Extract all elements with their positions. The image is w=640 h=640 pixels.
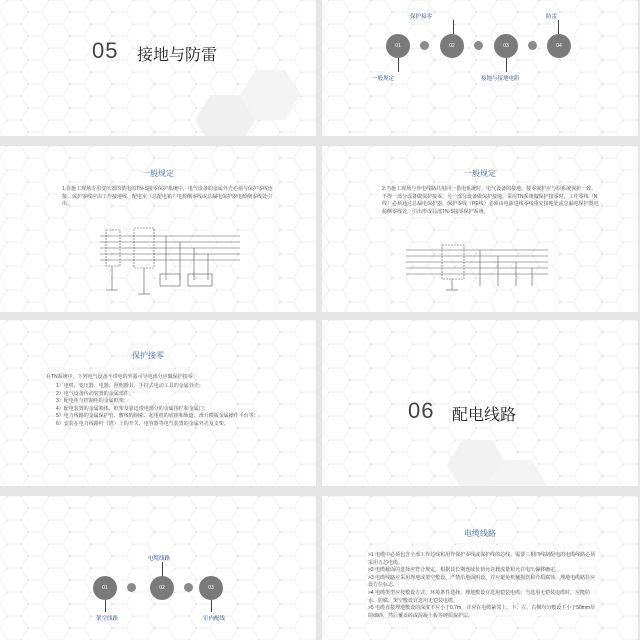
slide-overview-05[interactable] xyxy=(322,0,638,136)
connector-line xyxy=(105,600,106,612)
connector-line xyxy=(211,600,212,612)
section-number: 05 xyxy=(92,38,119,63)
hex-background xyxy=(0,496,316,640)
connector-line xyxy=(398,58,399,72)
list-item: >5 电缆直接埋地敷设的深度不应小于0.7m，并应在电缆紧邻上、下、左、右侧均匀敷设不小于50mm厚的细砂，然后覆盖砖或混凝土板等硬质保护层。 xyxy=(368,605,596,619)
list-item: 4）配电装置的金属箱体、框架及靠近带电部分的金属围栏和金属门； xyxy=(56,405,209,412)
separator-dot xyxy=(184,583,193,592)
bottom-label-2: 接地与接地电阻 xyxy=(481,76,520,82)
list-item: 1）电机、变压器、电器、照明器具、手持式电动工具的金属外壳； xyxy=(56,383,204,389)
top-label-1: 保护接零 xyxy=(410,14,433,20)
top-label-2: 防雷 xyxy=(546,14,558,20)
list-item: >2 电缆截面的选择应符合规定，根据其长期连续负荷允许载流量和允许电压偏移确定。 xyxy=(368,567,561,574)
slide-section-05[interactable] xyxy=(0,0,316,136)
connector-line xyxy=(453,20,454,34)
rule-text: 2.当施工现场与外电线路共用同一供电系统时，电气设备的接地、接零保护应与原系统保护一致。不得一部分设备做保护接零，另一部分设备做保护接地。采用TN系统做保护接零时，工作零线（N线）必须通过总漏电保护器，保护零线（PE线）必须由电源进线零线重复接地处或总漏电保护器电源侧零线处，引出形成局部TN-S接零保护系统。 xyxy=(382,186,599,215)
list-item: 3）配电柜与控制柜的金属框架； xyxy=(56,398,129,405)
nav-circle-3[interactable]: 03 xyxy=(494,34,518,58)
cable-rules-list xyxy=(368,552,600,620)
intro-text: 在TN系统中，下列电气设备不带电的外露可导电部分应做保护接零： xyxy=(46,374,198,380)
circuit-diagram xyxy=(402,242,552,296)
section-title: 接地与防雷 xyxy=(137,47,218,64)
slide-overview-06[interactable] xyxy=(0,496,316,640)
hex-background xyxy=(322,0,638,136)
slide-title: 一般规定 xyxy=(464,169,496,178)
slide-title: 电缆线路 xyxy=(464,529,496,538)
nav-circle-2[interactable]: 02 xyxy=(150,576,174,600)
separator-dot xyxy=(474,41,483,50)
nav-circle-4[interactable]: 04 xyxy=(547,34,571,58)
bottom-label-1: 一般规定 xyxy=(372,76,395,82)
separator-dot xyxy=(420,41,429,50)
list-item: 5）电力线路的金属保护管、敷线的钢索、起重机的底座和轨道、滑升模板金属操作平台等； xyxy=(56,413,259,420)
hex-background xyxy=(0,0,316,136)
bottom-label-2: 室内配线 xyxy=(203,616,226,622)
list-item: 2）电气设备传动装置的金属部件； xyxy=(56,390,134,397)
slide-general-rule-2[interactable] xyxy=(322,146,638,312)
top-label-1: 电缆线路 xyxy=(148,556,171,562)
list-item: >3 电缆线路应采用埋地或架空敷设，严禁沿地面明设，并应避免机械损伤和介质腐蚀。埋地电缆路径应设方位标志。 xyxy=(368,574,596,589)
slide-section-06[interactable] xyxy=(322,320,638,486)
nav-circle-1[interactable]: 01 xyxy=(386,34,410,58)
section-number: 06 xyxy=(408,398,435,423)
slide-protective-zeroing[interactable] xyxy=(0,320,316,486)
connector-line xyxy=(506,58,507,72)
slide-cable-lines[interactable] xyxy=(322,496,638,640)
bottom-label-1: 架空线路 xyxy=(96,616,119,622)
slide-general-rule-1[interactable] xyxy=(0,146,316,312)
list-item: >4 电缆类型应按敷设方式、环境条件选择。埋地敷设宜选用铠装电缆；当选用无铠装电缆时，应能防水、防腐。架空敷设宜选用无铠装电缆。 xyxy=(368,589,591,604)
nav-circle-3[interactable]: 03 xyxy=(199,576,223,600)
nav-circle-1[interactable]: 01 xyxy=(93,576,117,600)
zeroing-list xyxy=(56,383,306,429)
slide-title: 一般规定 xyxy=(142,169,174,178)
connector-line xyxy=(558,20,559,34)
list-item: >1 电缆中必须包含全部工作芯线和用作保护零线或保护线的芯线。需要三相四线制配电的电缆线路必须采用五芯电缆。 xyxy=(368,552,596,566)
nav-circle-2[interactable]: 02 xyxy=(440,34,464,58)
connector-line xyxy=(162,562,163,576)
list-item: 6）安装在电力线路杆（塔）上的开关、电容器等电气装置的金属外壳及支架。 xyxy=(56,420,229,427)
separator-dot xyxy=(528,41,537,50)
rule-text: 1.在施工现场专用变压器的供电的TN-S接零保护系统中，电气设备的金属外壳必须与保护零线连接。保护零线应由工作接地线、配电室（总配电箱）电源侧零线或总漏电保护器电源侧零线处引出。 xyxy=(62,186,273,208)
slide-title: 保护接零 xyxy=(132,351,164,360)
section-title: 配电线路 xyxy=(452,407,517,424)
circuit-diagram xyxy=(96,224,244,300)
separator-dot xyxy=(127,583,136,592)
